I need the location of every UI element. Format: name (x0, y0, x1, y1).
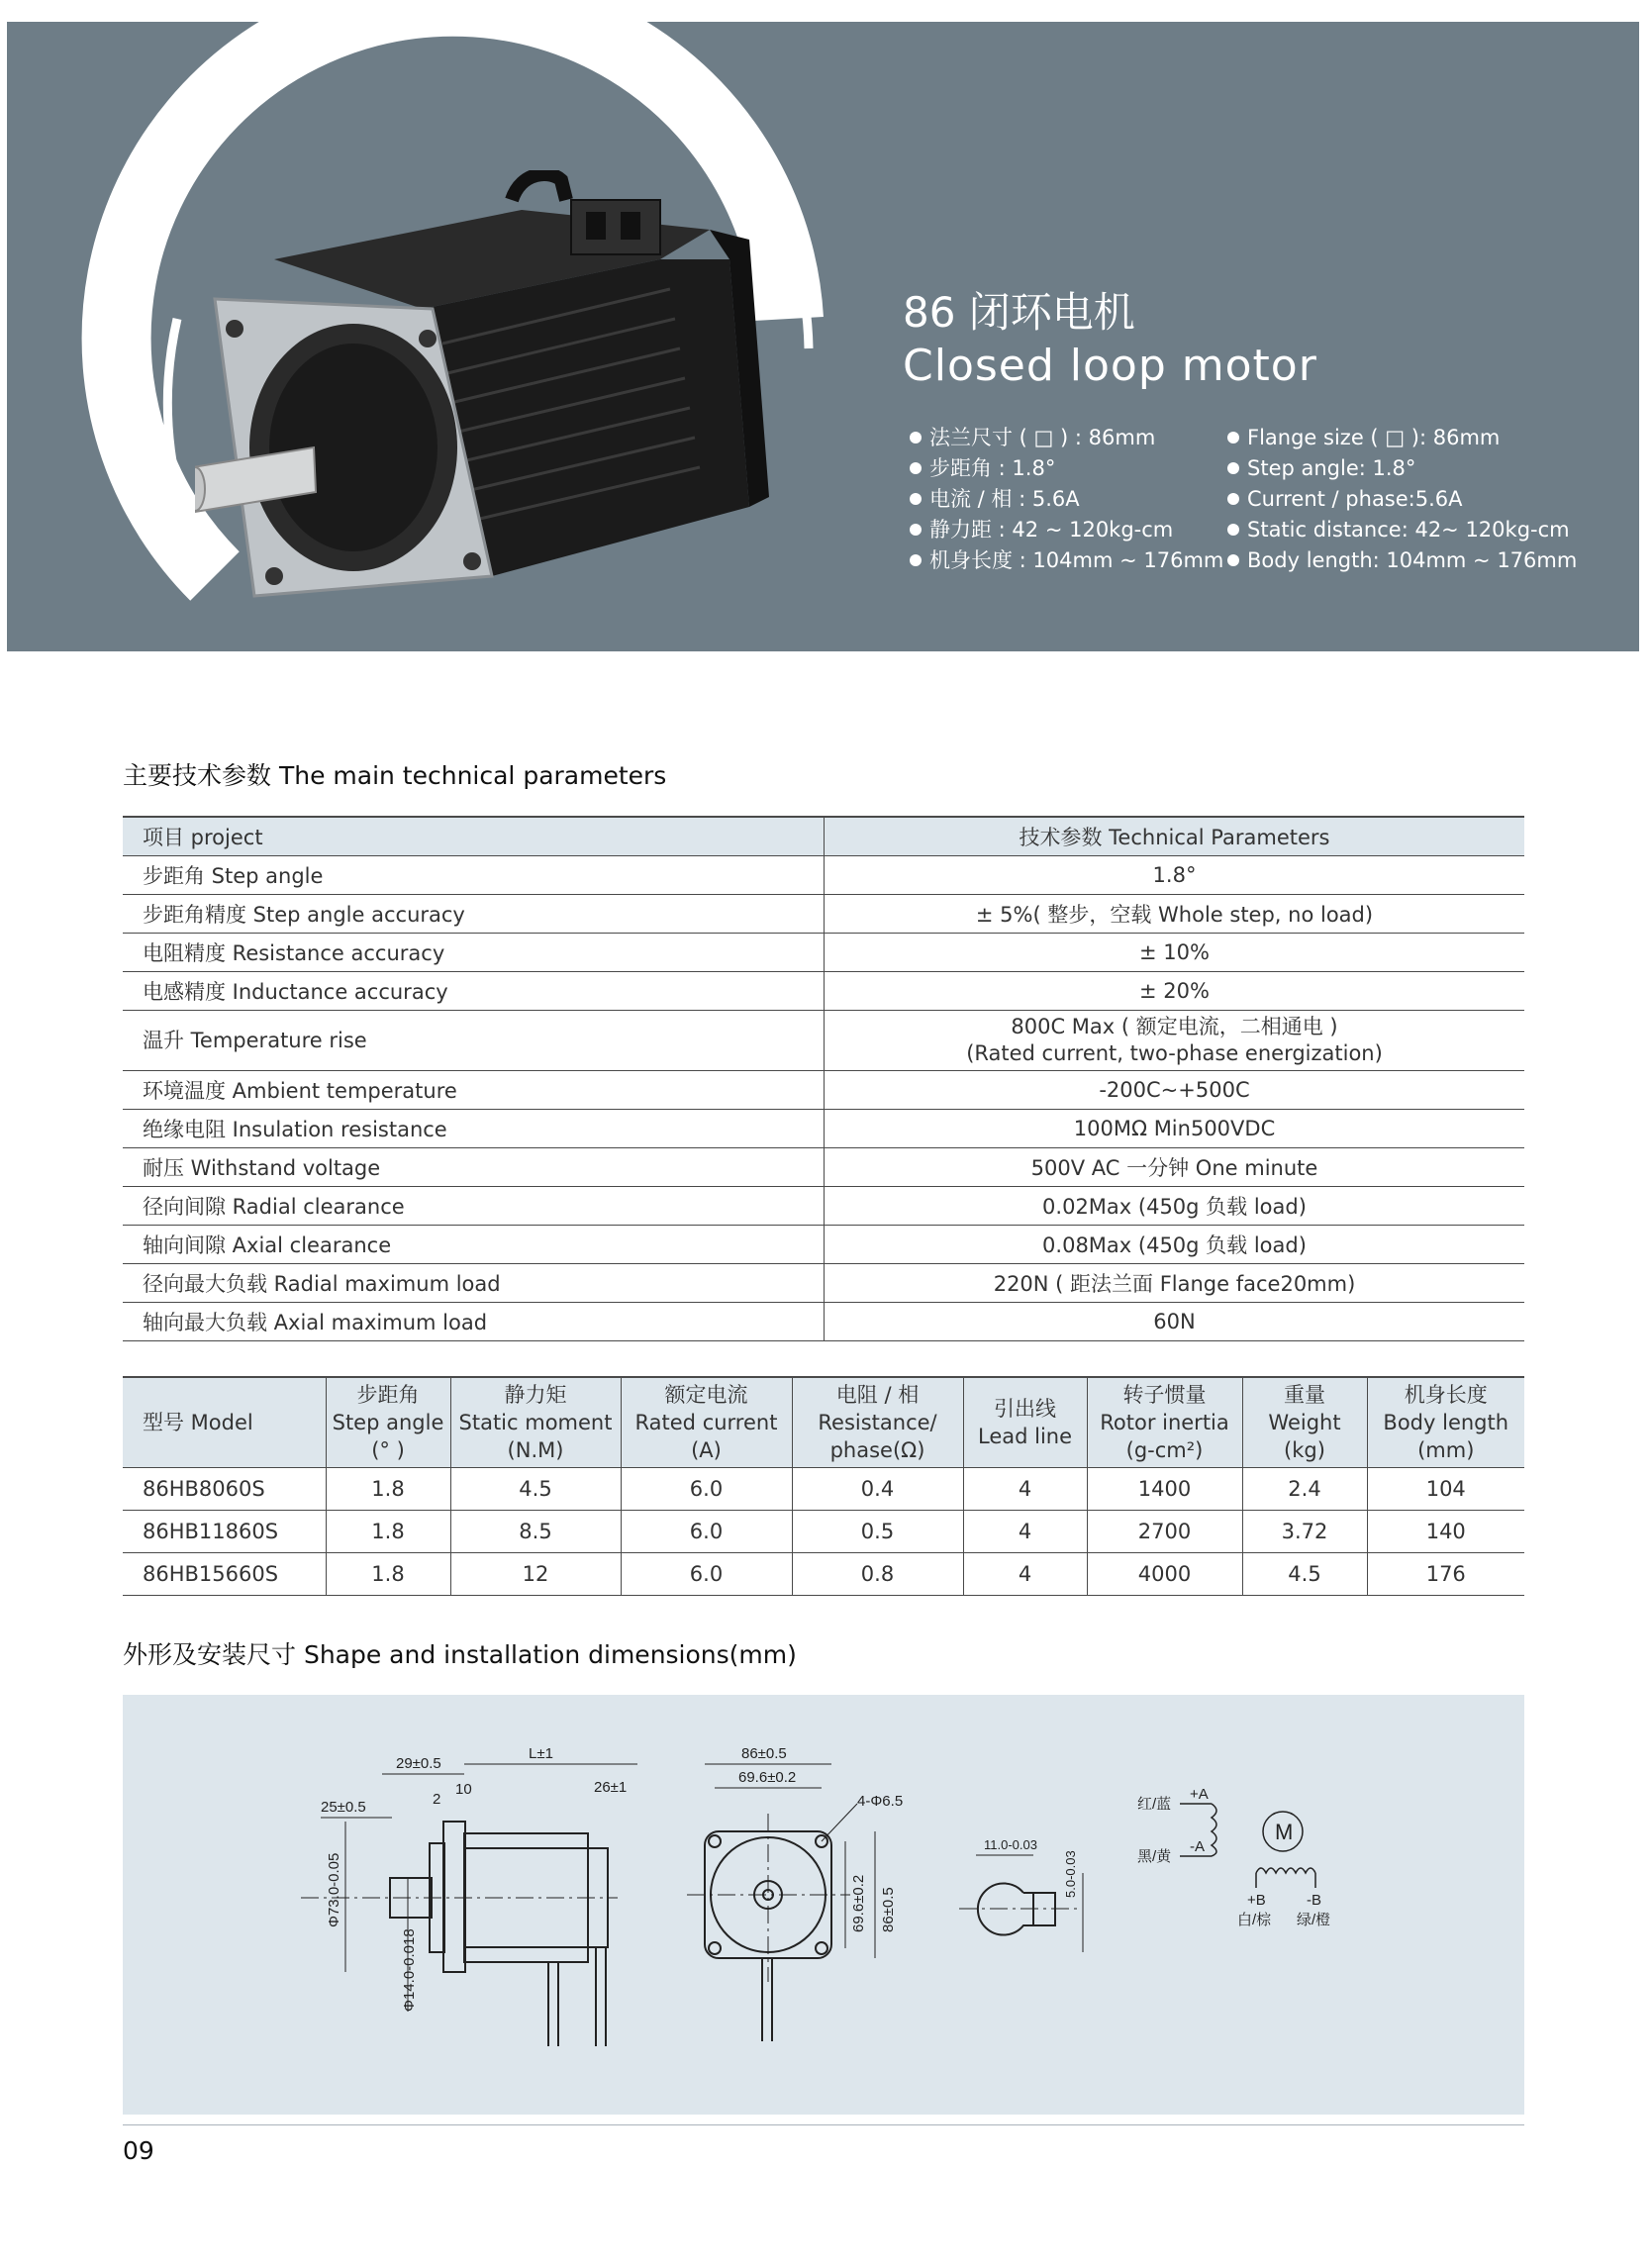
table-row: 86HB8060S 1.8 4.5 6.0 0.4 4 1400 2.4 104 (123, 1468, 1524, 1511)
params-title: 主要技术参数 The main technical parameters (123, 761, 667, 790)
wire-green-orange: 绿/橙 (1297, 1912, 1331, 1928)
params-table (123, 816, 1524, 1341)
wire-red-blue: 红/蓝 (1137, 1796, 1172, 1813)
dim-29: 29±0.5 (396, 1755, 441, 1772)
table-row: 绝缘电阻 Insulation resistance 100MΩ Min500VDC (123, 1110, 1524, 1148)
table-row: 轴向最大负载 Axial maximum load 60N (123, 1303, 1524, 1341)
header-rotor-inertia: 转子惯量 Rotor inertia (g-cm²) (1087, 1377, 1242, 1468)
wire-minus-a: -A (1190, 1838, 1205, 1855)
params-header-row (123, 817, 1524, 856)
title-en: Closed loop motor (903, 341, 1317, 391)
dim-25: 25±0.5 (321, 1799, 366, 1816)
page-number: 09 (123, 2136, 154, 2165)
models-table (123, 1376, 1524, 1596)
motor-symbol: M (1275, 1820, 1294, 1844)
spec-en-item: Static distance: 42~ 120kg-cm (1227, 515, 1577, 545)
table-row: 温升 Temperature rise 800C Max ( 额定电流，二相通电 ) (Rated current, two-phase energization) (123, 1011, 1524, 1071)
wire-white-brown: 白/棕 (1237, 1912, 1272, 1928)
dimension-drawing (123, 1695, 1524, 2115)
hero-banner (7, 22, 1639, 651)
drawing-svg (123, 1695, 1524, 2115)
dim-L: L±1 (529, 1745, 553, 1762)
drawing-title: 外形及安装尺寸 Shape and installation dimensions(mm) (123, 1640, 797, 1669)
wire-plus-a: +A (1190, 1786, 1209, 1803)
table-row: 步距角精度 Step angle accuracy ± 5%( 整步，空载 Whole step, no load) (123, 895, 1524, 934)
dim-11: 11.0-0.03 (984, 1837, 1037, 1852)
spec-cn-item: 机身长度 : 104mm ~ 176mm (910, 545, 1223, 576)
spec-cn-item: 步距角 : 1.8° (910, 453, 1223, 484)
spec-en-item: Step angle: 1.8° (1227, 453, 1577, 484)
header-resistance: 电阻 / 相 Resistance/ phase(Ω) (792, 1377, 963, 1468)
header-rated-current: 额定电流 Rated current (A) (621, 1377, 792, 1468)
header-weight: 重量 Weight (kg) (1242, 1377, 1367, 1468)
dim-69-6: 69.6±0.2 (738, 1769, 797, 1786)
dim-holes: 4-Φ6.5 (857, 1793, 904, 1810)
dim-v69-6: 69.6±0.2 (850, 1874, 867, 1932)
table-row: 步距角 Step angle 1.8° (123, 856, 1524, 895)
header-model: 型号 Model (123, 1377, 326, 1468)
dim-phi73: Φ73.0-0.05 (326, 1852, 342, 1927)
wire-plus-b: +B (1247, 1892, 1266, 1909)
dim-2: 2 (433, 1791, 441, 1808)
spec-en-item: Flange size ( □ ): 86mm (1227, 423, 1577, 453)
hero-title (903, 287, 1317, 394)
table-row: 电阻精度 Resistance accuracy ± 10% (123, 934, 1524, 972)
footer-divider (123, 2124, 1524, 2125)
table-row: 86HB11860S 1.8 8.5 6.0 0.5 4 2700 3.72 140 (123, 1511, 1524, 1553)
spec-cn-item: 静力距 : 42 ~ 120kg-cm (910, 515, 1223, 545)
table-row: 86HB15660S 1.8 12 6.0 0.8 4 4000 4.5 176 (123, 1553, 1524, 1596)
spec-cn-item: 电流 / 相 : 5.6A (910, 484, 1223, 515)
header-technical: 技术参数 Technical Parameters (825, 817, 1525, 856)
header-project: 项目 project (123, 817, 825, 856)
motor-image (195, 170, 789, 651)
specs-en (1227, 423, 1577, 576)
title-cn: 86 闭环电机 (903, 288, 1135, 337)
dim-10: 10 (455, 1781, 472, 1798)
dim-26: 26±1 (594, 1779, 628, 1796)
models-header-row (123, 1377, 1524, 1468)
wire-minus-b: -B (1307, 1892, 1321, 1909)
header-step-angle: 步距角 Step angle (° ) (326, 1377, 450, 1468)
specs-cn (910, 423, 1223, 576)
header-lead-line: 引出线 Lead line (963, 1377, 1087, 1468)
spec-en-item: Current / phase:5.6A (1227, 484, 1577, 515)
table-row: 径向最大负载 Radial maximum load 220N ( 距法兰面 Flange face20mm) (123, 1264, 1524, 1303)
table-row: 轴向间隙 Axial clearance 0.08Max (450g 负载 load) (123, 1226, 1524, 1264)
dim-phi14: Φ14.0-0.018 (401, 1928, 418, 2012)
front-view (687, 1764, 875, 2041)
table-row: 电感精度 Inductance accuracy ± 20% (123, 972, 1524, 1011)
dim-86: 86±0.5 (741, 1745, 787, 1762)
spec-en-item: Body length: 104mm ~ 176mm (1227, 545, 1577, 576)
table-row: 径向间隙 Radial clearance 0.02Max (450g 负载 load) (123, 1187, 1524, 1226)
header-static-moment: 静力矩 Static moment (N.M) (450, 1377, 621, 1468)
table-row: 环境温度 Ambient temperature -200C~+500C (123, 1071, 1524, 1110)
spec-cn-item: 法兰尺寸 ( □ ) : 86mm (910, 423, 1223, 453)
dim-5: 5.0-0.03 (1063, 1850, 1078, 1898)
header-body-length: 机身长度 Body length (mm) (1367, 1377, 1524, 1468)
wire-black-yellow: 黑/黄 (1137, 1848, 1172, 1865)
table-row: 耐压 Withstand voltage 500V AC 一分钟 One minute (123, 1148, 1524, 1187)
dim-v86: 86±0.5 (880, 1887, 897, 1932)
